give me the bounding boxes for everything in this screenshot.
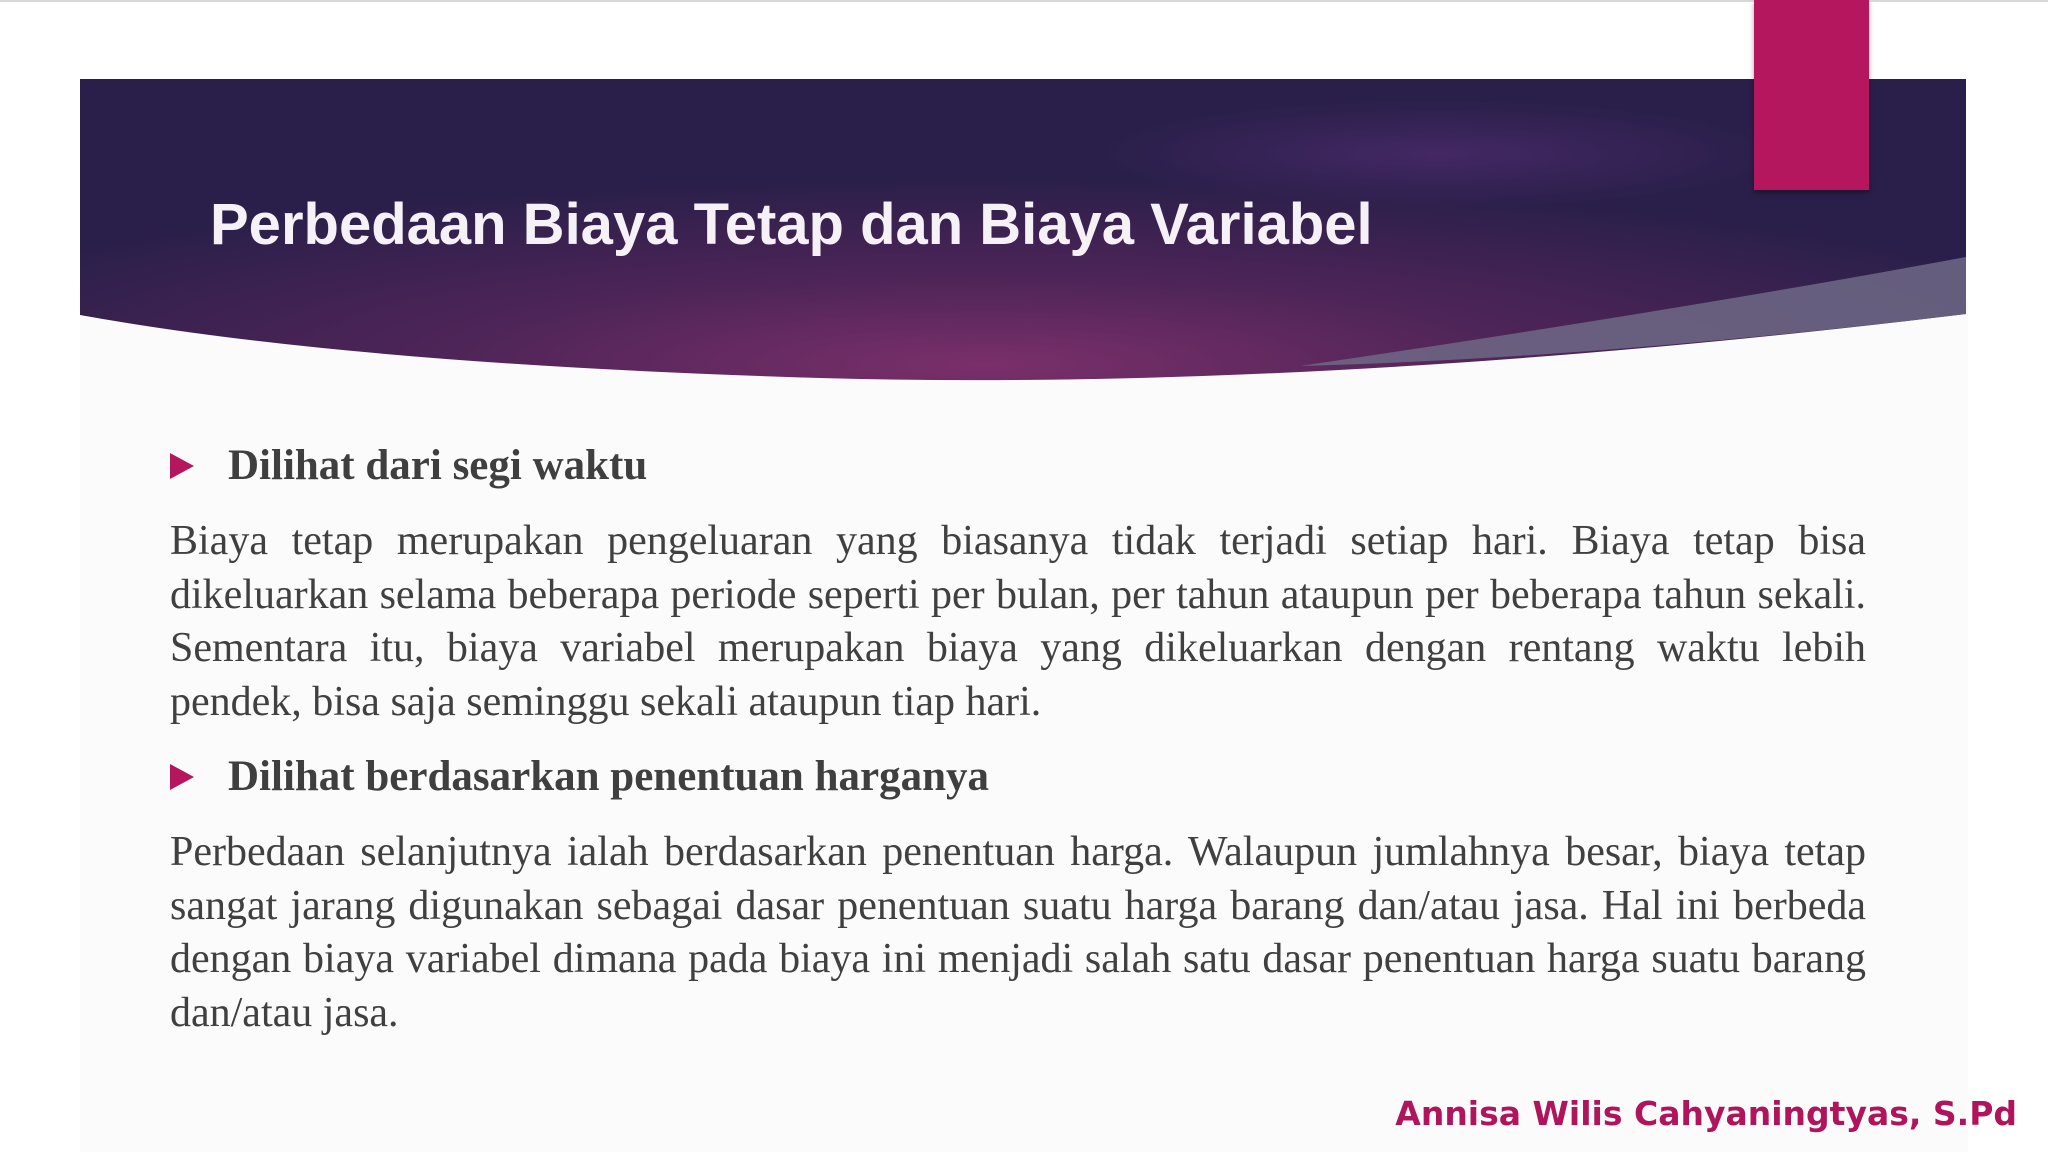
triangle-right-icon [170, 764, 194, 790]
triangle-right-icon [170, 453, 194, 479]
paragraph-1: Biaya tetap merupakan pengeluaran yang biasanya tidak terjadi setiap hari. Biaya tetap bisa dikeluarkan selama beberapa periode seperti per bulan, per tahun ataupun per beberapa tahun sekali. Sementara itu, biaya variabel merupakan biaya yang dikeluarkan dengan rentang waktu lebih pendek, bisa saja seminggu sekali ataupun tiap hari. [170, 518, 1866, 725]
author-credit: Annisa Wilis Cahyaningtyas, S.Pd [1395, 1094, 2017, 1133]
bullet-heading-1 [170, 436, 647, 496]
accent-tab [1754, 0, 1869, 190]
bullet-heading-text: Dilihat dari segi waktu [228, 442, 648, 489]
bullet-heading-text: Dilihat berdasarkan penentuan harganya [228, 753, 990, 800]
slide-title: Perbedaan Biaya Tetap dan Biaya Variabel [210, 192, 1373, 257]
bullet-heading-2 [170, 747, 989, 807]
paragraph-2: Perbedaan selanjutnya ialah berdasarkan penentuan harga. Walaupun jumlahnya besar, biaya tetap sangat jarang digunakan sebagai dasar penentuan suatu harga barang dan/atau jasa. Hal ini berbeda dengan biaya variabel dimana pada biaya ini menjadi salah satu dasar penentuan harga suatu barang dan/atau jasa. [170, 829, 1866, 1036]
